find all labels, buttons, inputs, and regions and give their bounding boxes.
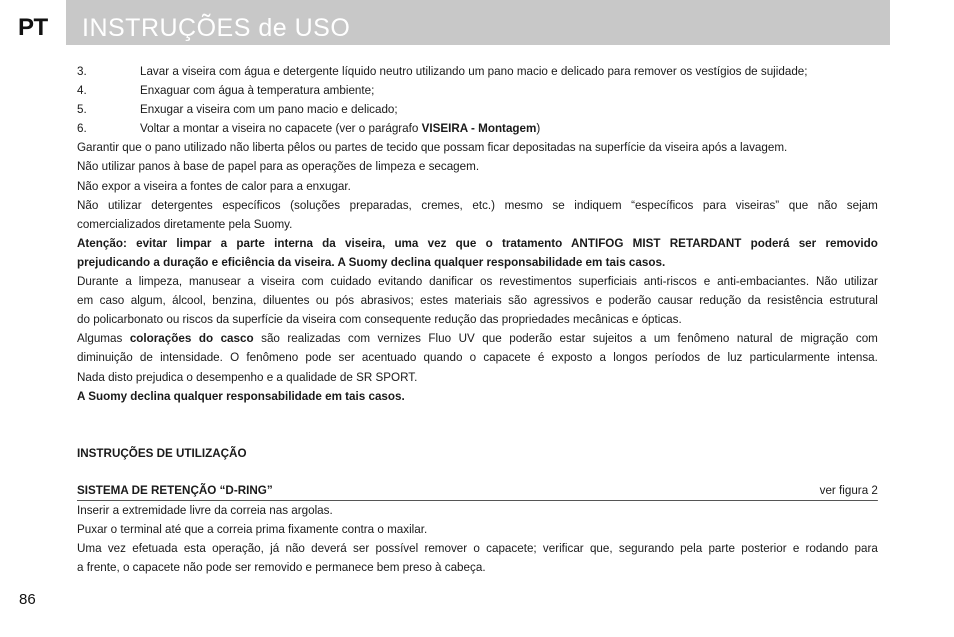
step-number: 6.: [77, 121, 87, 136]
language-code: PT: [18, 14, 48, 41]
step-number: 5.: [77, 102, 87, 117]
page-title: INSTRUÇÕES de USO: [82, 14, 351, 42]
paragraph-detergents-line2: comercializados diretamente pela Suomy.: [77, 216, 293, 231]
paragraph-care-line1: Durante a limpeza, manusear a viseira com cuidado evitando danificar os revestimentos superficiais anti-riscos e anti-embaciantes. Não utilizar: [77, 274, 878, 289]
page-number: 86: [19, 591, 36, 608]
subsection-header: [77, 481, 878, 501]
instruction-line-2: Puxar o terminal até que a correia prima fixamente contra o maxilar.: [77, 521, 428, 536]
title-bar: [66, 0, 890, 45]
step-text: Lavar a viseira com água e detergente líquido neutro utilizando um pano macio e delicado para remover os vestígios de sujidade;: [139, 64, 808, 78]
step-text: Enxaguar com água à temperatura ambiente;: [139, 83, 375, 98]
figure-reference: ver figura 2: [819, 482, 878, 497]
step-5: [77, 100, 878, 119]
step-reference: VISEIRA - Montagem: [421, 121, 537, 136]
step-4: [77, 81, 878, 100]
step-text: Voltar a montar a viseira no capacete (ver o parágrafo: [139, 121, 422, 136]
step-text: Enxugar a viseira com um pano macio e delicado;: [139, 102, 398, 117]
paragraph-heat: Não expor a viseira a fontes de calor para a enxugar.: [77, 178, 351, 193]
step-number: 4.: [77, 83, 87, 98]
paragraph-care-line3: do policarbonato ou riscos da superfície da viseira com consequente redução das propriedades mecânicas e ópticas.: [77, 312, 682, 327]
paragraph-paper: Não utilizar panos à base de papel para as operações de limpeza e secagem.: [77, 159, 480, 174]
paragraph-lint: Garantir que o pano utilizado não liberta pêlos ou partes de tecido que possam ficar depositadas na superfície da viseira após a lavagem.: [77, 140, 788, 155]
paragraph-care-line2: em caso algum, álcool, benzina, diluentes ou pós abrasivos; estes materiais são agressivos e poderão causar redução da resistência estrutural: [77, 293, 878, 308]
paragraph-detergents-line1: Não utilizar detergentes específicos (soluções preparadas, cremes, etc.) mesmo se indiquem “específicos para viseiras” que não sejam: [77, 197, 878, 212]
step-text-end: ): [536, 121, 541, 136]
step-3: [77, 62, 878, 81]
warning-antifog-line1: Atenção: evitar limpar a parte interna da viseira, uma vez que o tratamento ANTIFOG MIST RETARDANT poderá ser removido: [77, 235, 878, 250]
subsection-title: SISTEMA DE RETENÇÃO “D-RING”: [77, 482, 273, 497]
section-heading: INSTRUÇÕES DE UTILIZAÇÃO: [77, 445, 247, 460]
step-6: [77, 119, 878, 138]
paragraph-colors-line2: diminuição de intensidade. O fenômeno pode ser acentuado quando o capacete é exposto a longos períodos de luz particularmente intensa.: [77, 350, 878, 365]
paragraph-colors-line3: Nada disto prejudica o desempenho e a qualidade de SR SPORT.: [77, 369, 418, 384]
warning-antifog-line2: prejudicando a duração e eficiência da viseira. A Suomy declina qualquer responsabilidade em tais casos.: [77, 254, 666, 269]
instruction-line-4: a frente, o capacete não pode ser removido e permanece bem preso à cabeça.: [77, 560, 486, 575]
instruction-line-1: Inserir a extremidade livre da correia nas argolas.: [77, 502, 333, 517]
paragraph-colors-line1: Algumas colorações do casco são realizadas com vernizes Fluo UV que poderão estar sujeitos a um fenômeno natural de migração com: [77, 331, 878, 346]
disclaimer: A Suomy declina qualquer responsabilidade em tais casos.: [77, 388, 405, 403]
step-number: 3.: [77, 64, 87, 78]
document-body: [77, 62, 878, 577]
instruction-line-3: Uma vez efetuada esta operação, já não deverá ser possível remover o capacete; verificar que, segurando pela parte posterior e rodando para: [77, 540, 878, 555]
